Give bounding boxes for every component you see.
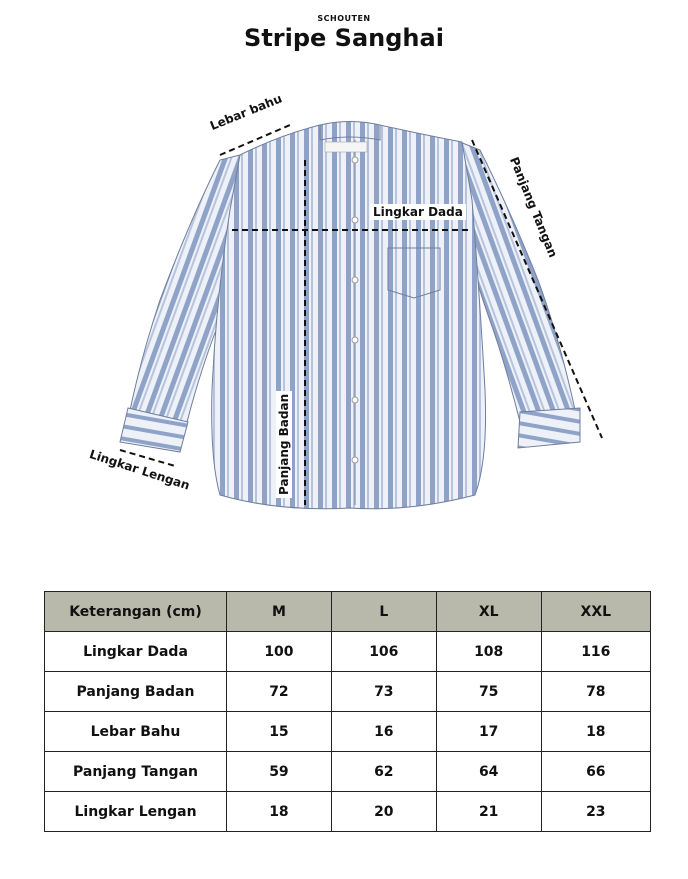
row-label: Lingkar Dada bbox=[45, 632, 227, 672]
cell-xxl: 66 bbox=[541, 752, 650, 792]
shirt-illustration bbox=[80, 91, 620, 530]
brand-name: SCHOUTEN bbox=[317, 14, 371, 23]
table-header-row bbox=[45, 592, 651, 632]
cell-l: 16 bbox=[331, 712, 436, 752]
cell-xl: 21 bbox=[436, 792, 541, 832]
cell-xl: 64 bbox=[436, 752, 541, 792]
header-keterangan: Keterangan (cm) bbox=[45, 592, 227, 632]
cell-m: 100 bbox=[227, 632, 332, 672]
page-title: Stripe Sanghai bbox=[244, 24, 444, 52]
label-lingkar-dada: Lingkar Dada bbox=[370, 204, 466, 220]
shirt-drawing bbox=[80, 100, 620, 530]
table-row bbox=[45, 792, 651, 832]
cell-l: 62 bbox=[331, 752, 436, 792]
row-label: Lingkar Lengan bbox=[45, 792, 227, 832]
table-row bbox=[45, 752, 651, 792]
label-panjang-badan: Panjang Badan bbox=[276, 391, 292, 498]
label-panjang-tangan: Panjang Tangan bbox=[507, 155, 561, 260]
cell-m: 72 bbox=[227, 672, 332, 712]
row-label: Panjang Tangan bbox=[45, 752, 227, 792]
cell-m: 15 bbox=[227, 712, 332, 752]
header-size-xl: XL bbox=[436, 592, 541, 632]
label-lingkar-lengan: Lingkar Lengan bbox=[87, 447, 192, 493]
header-size-l: L bbox=[331, 592, 436, 632]
cell-l: 73 bbox=[331, 672, 436, 712]
table-row bbox=[45, 632, 651, 672]
cell-xxl: 18 bbox=[541, 712, 650, 752]
header-size-xxl: XXL bbox=[541, 592, 650, 632]
header-size-m: M bbox=[227, 592, 332, 632]
cell-xxl: 116 bbox=[541, 632, 650, 672]
table-row bbox=[45, 672, 651, 712]
size-chart-table bbox=[44, 591, 651, 832]
label-lebar-bahu: Lebar bahu bbox=[208, 91, 285, 133]
row-label: Panjang Badan bbox=[45, 672, 227, 712]
cell-xl: 108 bbox=[436, 632, 541, 672]
row-label: Lebar Bahu bbox=[45, 712, 227, 752]
cell-m: 18 bbox=[227, 792, 332, 832]
cell-xxl: 78 bbox=[541, 672, 650, 712]
cell-xxl: 23 bbox=[541, 792, 650, 832]
cell-xl: 75 bbox=[436, 672, 541, 712]
cell-m: 59 bbox=[227, 752, 332, 792]
cell-l: 106 bbox=[331, 632, 436, 672]
cell-l: 20 bbox=[331, 792, 436, 832]
table-row bbox=[45, 712, 651, 752]
cell-xl: 17 bbox=[436, 712, 541, 752]
